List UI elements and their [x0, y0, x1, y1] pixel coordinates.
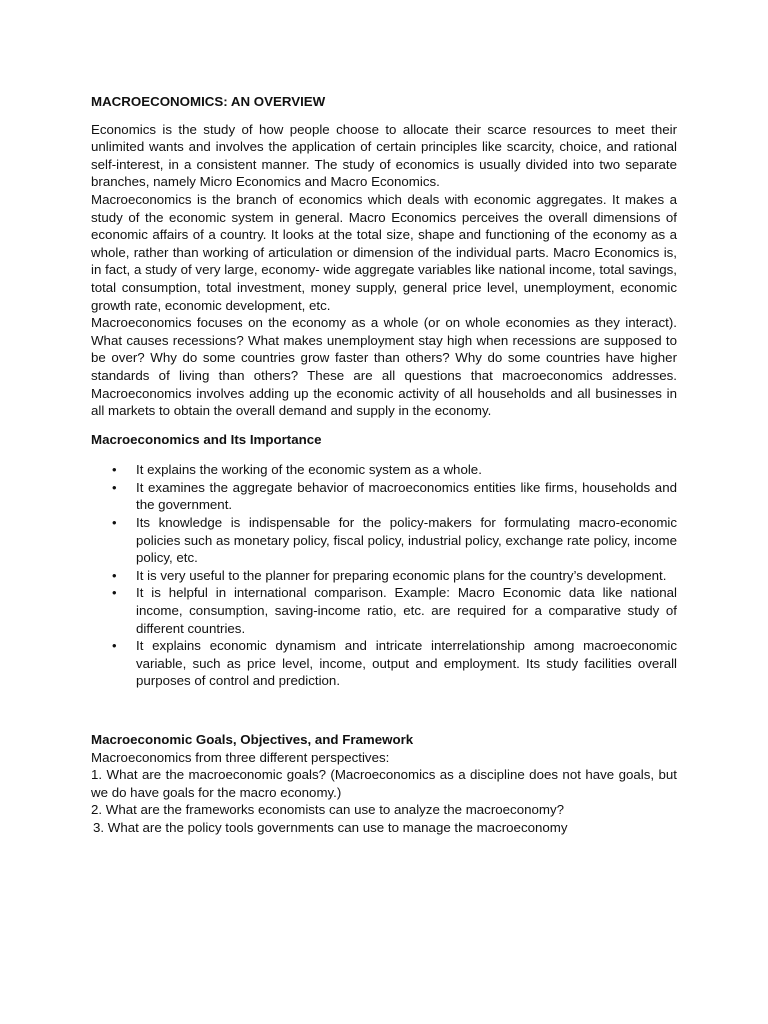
- paragraph-macroeconomics-focus: Macroeconomics focuses on the economy as a whole (or on whole economies as they interact). What causes recessions? What makes unemployment stay high when recessions are supposed to be over? Why do some countries grow faster than others? Why do some countries have higher standards of living than others? These are all questions that macroeconomics addresses. Macroeconomics involves adding up the economic activity of all households and all businesses in all markets to obtain the overall demand and supply in the economy.: [91, 315, 677, 419]
- bullet-icon: •: [112, 515, 117, 531]
- section-heading-goals: Macroeconomic Goals, Objectives, and Framework: [91, 732, 414, 747]
- bullet-icon: •: [112, 638, 117, 654]
- goals-question-3: 3. What are the policy tools governments can use to manage the macroeconomy: [93, 819, 568, 835]
- list-item-text: It explains the working of the economic system as a whole.: [136, 462, 482, 478]
- importance-bullet-list: [91, 461, 677, 690]
- list-item-text: It is helpful in international comparison. Example: Macro Economic data like national income, consumption, saving-income ratio, etc. are required for a comparative study of different countries.: [136, 585, 677, 636]
- bullet-icon: •: [112, 462, 117, 478]
- list-item-text: It explains economic dynamism and intricate interrelationship among macroeconomic variable, such as price level, income, output and employment. Its study facilities overall purposes of control and prediction.: [136, 638, 677, 689]
- paragraph-macroeconomics-definition: Macroeconomics is the branch of economics which deals with economic aggregates. It makes a study of the economic system in general. Macro Economics perceives the overall dimensions of economic affairs of a country. It looks at the total size, shape and functioning of the economy as a whole, rather than working of articulation or dimension of the individual parts. Macro Economics is, in fact, a study of very large, economy- wide aggregate variables like national income, total savings, total consumption, total investment, money supply, general price level, unemployment, economic growth rate, economic development, etc.: [91, 191, 677, 313]
- list-item: [91, 567, 677, 585]
- document-body: [91, 93, 677, 837]
- list-item: [91, 479, 677, 514]
- list-item-text: It examines the aggregate behavior of macroeconomics entities like firms, households and the government.: [136, 479, 677, 513]
- list-item: [91, 584, 677, 637]
- list-item: [91, 637, 677, 690]
- goals-intro: Macroeconomics from three different perspectives:: [91, 749, 390, 765]
- bullet-icon: •: [112, 585, 117, 601]
- goals-question-2: 2. What are the frameworks economists can use to analyze the macroeconomy?: [91, 802, 565, 818]
- section-heading-importance: Macroeconomics and Its Importance: [91, 431, 322, 447]
- goals-question-1: 1. What are the macroeconomic goals? (Macroeconomics as a discipline does not have goals, but we do have goals for the macro economy.): [91, 767, 677, 800]
- paragraph-economics-definition: Economics is the study of how people choose to allocate their scarce resources to meet their unlimited wants and involves the application of certain principles like scarcity, choice, and rational self-interest, in a consistent manner. The study of economics is usually divided into two separate branches, namely Micro Economics and Macro Economics.: [91, 121, 677, 190]
- list-item-text: It is very useful to the planner for preparing economic plans for the country’s development.: [136, 567, 667, 583]
- list-item: [91, 461, 677, 479]
- list-item: [91, 514, 677, 567]
- bullet-icon: •: [112, 479, 117, 495]
- bullet-icon: •: [112, 567, 117, 583]
- list-item-text: Its knowledge is indispensable for the policy-makers for formulating macro-economic policies such as monetary policy, fiscal policy, industrial policy, exchange rate policy, income policy, etc.: [136, 515, 677, 566]
- document-title: MACROECONOMICS: AN OVERVIEW: [91, 94, 326, 109]
